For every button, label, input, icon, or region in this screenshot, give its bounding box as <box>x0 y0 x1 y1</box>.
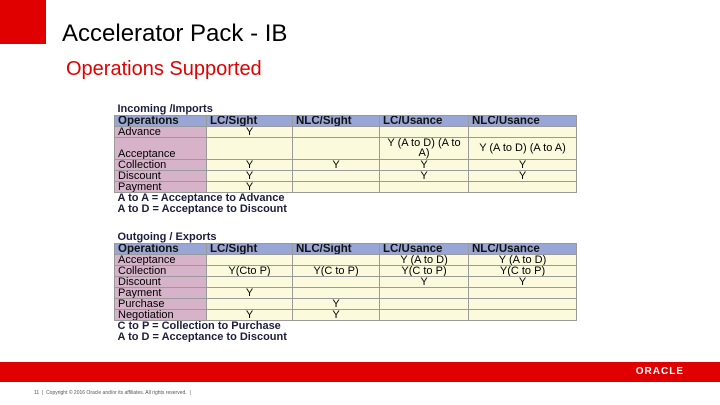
table-caption-row <box>115 104 577 115</box>
column-header: NLC/Sight <box>293 115 380 126</box>
table-cell <box>293 181 380 192</box>
operation-cell: Purchase <box>115 298 207 309</box>
operation-cell: Payment <box>115 287 207 298</box>
table-header-row <box>115 243 577 254</box>
footer-copyright <box>34 390 191 396</box>
table-cell <box>380 126 469 137</box>
table-row <box>115 126 577 137</box>
table-cell: Y (A to D) (A to A) <box>469 137 577 159</box>
slide-subtitle: Operations Supported <box>66 58 262 80</box>
table-cell <box>293 170 380 181</box>
table-cell: Y (A to D) <box>380 254 469 265</box>
column-header: LC/Sight <box>207 243 293 254</box>
table-cell: Y (A to D) (A to A) <box>380 137 469 159</box>
table-cell <box>469 287 577 298</box>
table-cell <box>293 137 380 159</box>
operation-cell: Collection <box>115 159 207 170</box>
footer-separator: | <box>40 390 45 396</box>
legend-note-row <box>115 331 577 342</box>
table-cell <box>380 181 469 192</box>
table-cell: Y <box>380 170 469 181</box>
oracle-logo: ORACLE <box>635 366 684 377</box>
table-cell: Y <box>469 276 577 287</box>
operation-cell: Negotiation <box>115 309 207 320</box>
operation-cell: Discount <box>115 276 207 287</box>
incoming-imports-table <box>114 104 577 214</box>
table-row <box>115 287 577 298</box>
table-cell <box>207 137 293 159</box>
title-accent-block <box>0 0 46 44</box>
table-row <box>115 298 577 309</box>
table-cell: Y <box>469 170 577 181</box>
table-row <box>115 181 577 192</box>
table-header-row <box>115 115 577 126</box>
table-cell: Y(C to P) <box>469 265 577 276</box>
column-header: Operations <box>115 115 207 126</box>
table-cell: Y <box>207 159 293 170</box>
table-row <box>115 254 577 265</box>
legend-note: C to P = Collection to Purchase <box>115 320 577 331</box>
outgoing-exports-table <box>114 232 577 342</box>
table-row <box>115 309 577 320</box>
table-cell: Y(Cto P) <box>207 265 293 276</box>
table-cell <box>207 298 293 309</box>
table-row <box>115 137 577 159</box>
column-header: LC/Sight <box>207 115 293 126</box>
page-number: 11 <box>34 390 40 396</box>
column-header: LC/Usance <box>380 243 469 254</box>
table-cell <box>207 254 293 265</box>
table-cell: Y <box>380 159 469 170</box>
slide-title: Accelerator Pack - IB <box>62 20 288 47</box>
operation-cell: Payment <box>115 181 207 192</box>
table-cell <box>469 309 577 320</box>
table-cell: Y <box>293 298 380 309</box>
table-cell: Y <box>207 181 293 192</box>
table-cell <box>380 309 469 320</box>
table-row <box>115 159 577 170</box>
table-row <box>115 265 577 276</box>
footer-bar <box>0 362 720 382</box>
operation-cell: Acceptance <box>115 254 207 265</box>
column-header: LC/Usance <box>380 115 469 126</box>
legend-note-row <box>115 203 577 214</box>
table-cell: Y <box>293 309 380 320</box>
legend-note: A to A = Acceptance to Advance <box>115 192 577 203</box>
table-cell: Y (A to D) <box>469 254 577 265</box>
legend-note-row <box>115 320 577 331</box>
table-cell: Y <box>207 170 293 181</box>
table-caption-row <box>115 232 577 243</box>
table-cell <box>380 298 469 309</box>
column-header: Operations <box>115 243 207 254</box>
legend-note-row <box>115 192 577 203</box>
table-cell: Y(C to P) <box>293 265 380 276</box>
table-cell: Y <box>207 287 293 298</box>
table-row <box>115 170 577 181</box>
table-cell: Y <box>207 126 293 137</box>
operation-cell: Acceptance <box>115 137 207 159</box>
table-cell <box>207 276 293 287</box>
copyright-text: Copyright © 2016 Oracle and/or its affiliates. All rights reserved. <box>46 390 187 396</box>
column-header: NLC/Usance <box>469 115 577 126</box>
table-cell <box>293 126 380 137</box>
table-cell <box>380 287 469 298</box>
table-cell <box>469 298 577 309</box>
table-cell <box>293 287 380 298</box>
column-header: NLC/Sight <box>293 243 380 254</box>
legend-note: A to D = Acceptance to Discount <box>115 203 577 214</box>
operation-cell: Advance <box>115 126 207 137</box>
table-cell <box>469 181 577 192</box>
table-cell <box>293 254 380 265</box>
operation-cell: Collection <box>115 265 207 276</box>
incoming-caption: Incoming /Imports <box>115 104 577 115</box>
outgoing-caption: Outgoing / Exports <box>115 232 577 243</box>
footer-separator: | <box>188 390 191 396</box>
table-cell: Y(C to P) <box>380 265 469 276</box>
table-cell: Y <box>207 309 293 320</box>
table-cell: Y <box>293 159 380 170</box>
table-row <box>115 276 577 287</box>
table-cell <box>469 126 577 137</box>
column-header: NLC/Usance <box>469 243 577 254</box>
table-cell: Y <box>469 159 577 170</box>
table-cell: Y <box>380 276 469 287</box>
table-cell <box>293 276 380 287</box>
operation-cell: Discount <box>115 170 207 181</box>
legend-note: A to D = Acceptance to Discount <box>115 331 577 342</box>
